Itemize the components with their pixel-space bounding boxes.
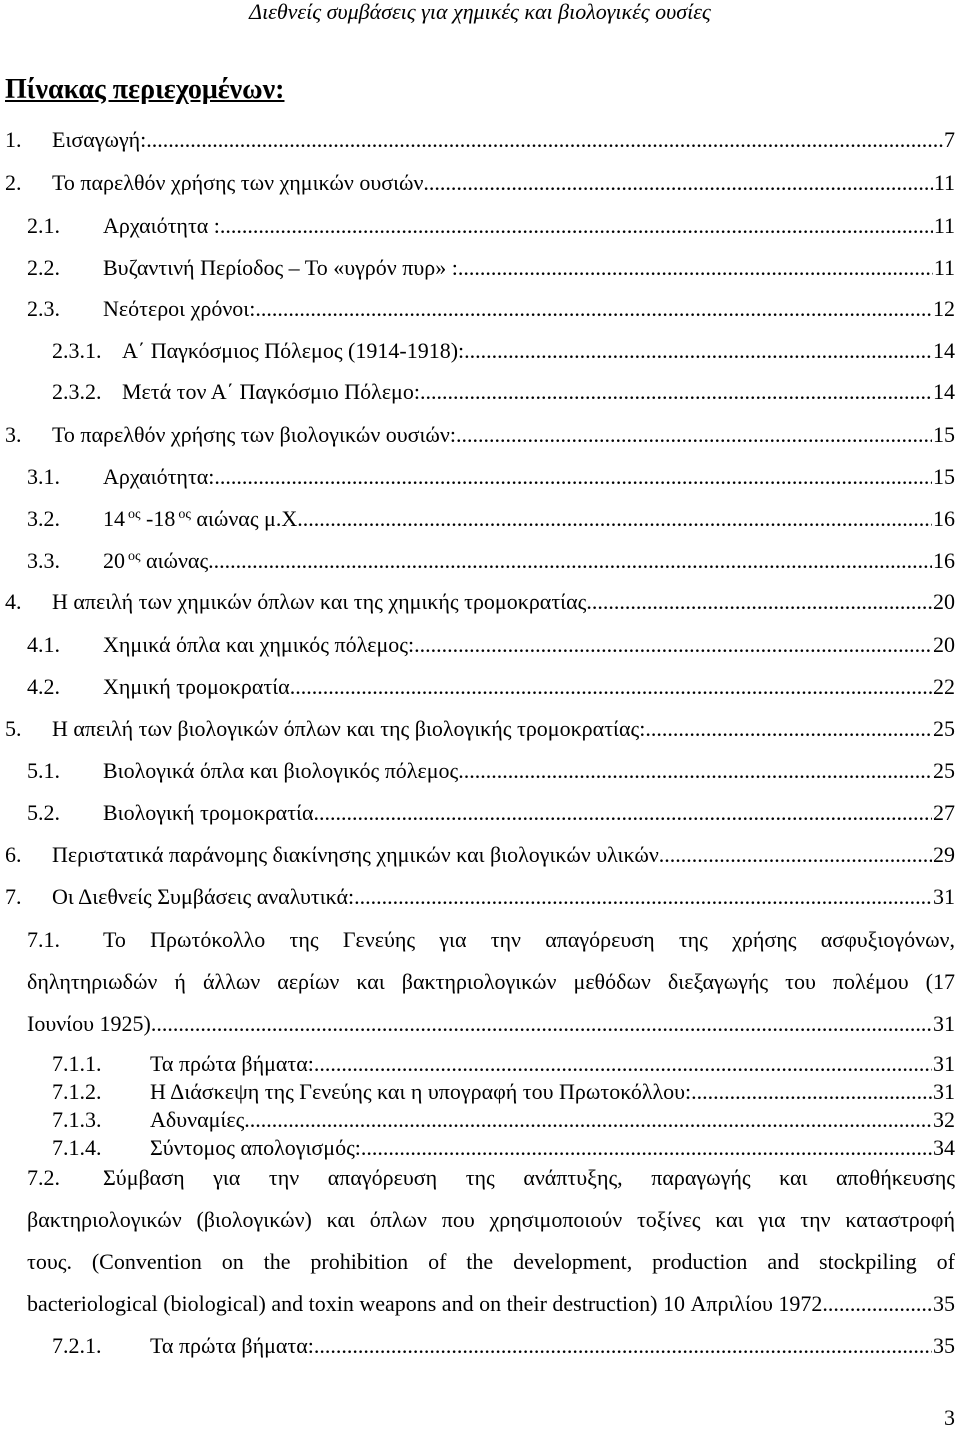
toc-entry-number: 2. (5, 170, 22, 195)
dot-leader (151, 1010, 932, 1038)
dot-leader (146, 126, 943, 154)
toc-entry-page: 35 (933, 1291, 955, 1316)
toc-entry[interactable] (52, 1078, 955, 1106)
toc-entry-number: 7.1.1. (52, 1051, 102, 1076)
toc-entry-continuation[interactable] (27, 1206, 955, 1234)
toc-entry-page: 31 (933, 1079, 955, 1104)
page-number: 3 (944, 1405, 955, 1430)
toc-entry[interactable] (5, 169, 955, 197)
toc-entry-page: 25 (933, 716, 955, 741)
toc-entry-page: 20 (933, 589, 955, 614)
toc-entry-page: 35 (933, 1333, 955, 1358)
toc-entry[interactable] (27, 631, 955, 659)
toc-entry[interactable] (27, 505, 955, 533)
toc-entry-title: Βυζαντινή Περίοδος – Το «υγρόν πυρ» : (103, 255, 458, 280)
dot-leader (586, 588, 932, 616)
toc-entry[interactable] (27, 463, 955, 491)
toc-entry-page: 16 (933, 506, 955, 531)
toc-entry-title: Εισαγωγή: (52, 127, 147, 152)
toc-entry[interactable] (27, 1164, 955, 1192)
toc-entry[interactable] (27, 254, 955, 282)
dot-leader (361, 1134, 932, 1162)
toc-entry-number: 2.2. (27, 255, 60, 280)
toc-entry[interactable] (27, 212, 955, 240)
toc-entry-title: Χημικά όπλα και χημικός πόλεμος: (103, 632, 415, 657)
toc-entry-number: 5.1. (27, 758, 60, 783)
toc-entry-continuation[interactable] (27, 1290, 955, 1318)
toc-entry-page: 29 (933, 842, 955, 867)
toc-entry-number: 3.2. (27, 506, 60, 531)
toc-entry-number: 3.1. (27, 464, 60, 489)
dot-leader (456, 421, 932, 449)
toc-entry-title: Το παρελθόν χρήσης των χημικών ουσιών (52, 170, 424, 195)
dot-leader (244, 1106, 932, 1134)
toc-entry-title-line: Ιουνίου 1925) (27, 1011, 151, 1036)
title-text: αιώνας (140, 548, 209, 573)
toc-entry-title: Τα πρώτα βήματα: (150, 1333, 314, 1358)
toc-entry-title: Η απειλή των χημικών όπλων και της χημικής τρομοκρατίας (52, 589, 587, 614)
toc-entry-title: Βιολογικά όπλα και βιολογικός πόλεμος (103, 758, 459, 783)
dot-leader (290, 673, 932, 701)
toc-entry-title-line: βακτηριολογικών (βιολογικών) και όπλων που χρησιμοποιούν τοξίνες και για την καταστροφή (27, 1207, 955, 1232)
title-text: αιώνας μ.Χ. (190, 506, 303, 531)
toc-entry-title: Το παρελθόν χρήσης των βιολογικών ουσιών: (52, 422, 456, 447)
dot-leader (458, 757, 932, 785)
dot-leader (220, 212, 933, 240)
toc-entry-title: Η απειλή των βιολογικών όπλων και της βιολογικής τρομοκρατίας: (52, 716, 646, 741)
toc-entry-title-line: δηλητηριωδών ή άλλων αερίων και βακτηριολογικών μεθόδων διεξαγωγής του πολέμου (17 (27, 969, 955, 994)
toc-entry-title: Χημική τρομοκρατία (103, 674, 290, 699)
toc-entry-continuation[interactable] (27, 1248, 955, 1276)
toc-entry-continuation[interactable] (27, 1010, 955, 1038)
toc-entry-page: 22 (933, 674, 955, 699)
toc-entry-page: 25 (933, 758, 955, 783)
toc-entry-title-line: Το Πρωτόκολλο της Γενεύης για την απαγόρευση της χρήσης ασφυξιογόνων, (103, 927, 955, 952)
toc-entry[interactable] (52, 1106, 955, 1134)
toc-entry-number: 7. (5, 884, 22, 909)
toc-entry-title-line: bacteriological (biological) and toxin weapons and on their destruction) 10 Απριλίου 1972 (27, 1291, 823, 1316)
dot-leader (314, 1050, 932, 1078)
toc-entry-number: 7.1.4. (52, 1135, 102, 1160)
toc-entry-number: 2.1. (27, 213, 60, 238)
toc-entry[interactable] (52, 1050, 955, 1078)
dot-leader (214, 463, 932, 491)
ordinal-superscript: ος (178, 507, 191, 522)
toc-entry-number: 7.1. (27, 927, 60, 952)
toc-entry[interactable] (52, 1332, 955, 1360)
toc-entry-title: Αρχαιότητα: (103, 464, 215, 489)
dot-leader (464, 337, 932, 365)
toc-entry-page: 14 (933, 379, 955, 404)
toc-entry-page: 15 (933, 464, 955, 489)
toc-entry[interactable] (27, 757, 955, 785)
toc-entry-page: 27 (933, 800, 955, 825)
dot-leader (420, 378, 932, 406)
toc-entry[interactable] (5, 588, 955, 616)
title-text: 14 (103, 506, 125, 531)
toc-entry-title (103, 505, 303, 533)
toc-entry-number: 7.2. (27, 1165, 60, 1190)
toc-entry-title: Περιστατικά παράνομης διακίνησης χημικών και βιολογικών υλικών (52, 842, 659, 867)
dot-leader (423, 169, 932, 197)
toc-entry-title: Νεότεροι χρόνοι: (103, 296, 256, 321)
toc-entry-title: Α΄ Παγκόσμιος Πόλεμος (1914-1918): (122, 338, 465, 363)
toc-entry-page: 31 (933, 1051, 955, 1076)
toc-entry[interactable] (27, 799, 955, 827)
toc-entry-title: Μετά τον Α΄ Παγκόσμιο Πόλεμο: (122, 379, 420, 404)
toc-entry-title: Αρχαιότητα : (103, 213, 220, 238)
ordinal-superscript: ος (128, 507, 141, 522)
toc-entry-number: 7.1.3. (52, 1107, 102, 1132)
dot-leader (458, 254, 933, 282)
toc-entry-number: 7.2.1. (52, 1333, 102, 1358)
toc-entry[interactable] (5, 883, 955, 911)
dot-leader (822, 1290, 932, 1318)
toc-entry-number: 6. (5, 842, 22, 867)
dot-leader (645, 715, 932, 743)
ordinal-superscript: ος (128, 549, 141, 564)
toc-entry-number: 3.3. (27, 548, 60, 573)
toc-entry-page: 34 (933, 1135, 955, 1160)
toc-entry-number: 7.1.2. (52, 1079, 102, 1104)
toc-entry[interactable] (52, 1134, 955, 1162)
dot-leader (313, 799, 932, 827)
dot-leader (691, 1078, 932, 1106)
toc-entry-number: 5.2. (27, 800, 60, 825)
toc-entry-page: 11 (933, 213, 955, 238)
toc-entry-page: 12 (933, 296, 955, 321)
toc-entry-page: 16 (933, 548, 955, 573)
toc-entry-title: Σύντομος απολογισμός: (150, 1135, 361, 1160)
toc-entry-page: 15 (933, 422, 955, 447)
toc-entry-page: 31 (933, 1011, 955, 1036)
toc-entry[interactable] (52, 378, 955, 406)
toc-entry[interactable] (27, 673, 955, 701)
toc-entry-number: 2.3.2. (52, 379, 102, 404)
toc-entry[interactable] (5, 421, 955, 449)
toc-entry-page: 11 (933, 170, 955, 195)
title-text: 20 (103, 548, 125, 573)
toc-entry-page: 32 (933, 1107, 955, 1132)
toc-entry[interactable] (27, 547, 955, 575)
toc-entry-number: 4.2. (27, 674, 60, 699)
title-text: -18 (140, 506, 176, 531)
toc-entry-title (103, 547, 208, 575)
toc-entry-page: 20 (933, 632, 955, 657)
dot-leader (354, 883, 932, 911)
toc-entry[interactable] (52, 337, 955, 365)
toc-entry-title: Η Διάσκεψη της Γενεύης και η υπογραφή του Πρωτοκόλλου: (150, 1079, 692, 1104)
dot-leader (255, 295, 932, 323)
toc-entry[interactable] (5, 715, 955, 743)
toc-entry-number: 5. (5, 716, 22, 741)
toc-entry-title-line: Σύμβαση για την απαγόρευση της ανάπτυξης, παραγωγής και αποθήκευσης (103, 1165, 955, 1190)
toc-entry-title: Βιολογική τρομοκρατία (103, 800, 314, 825)
toc-entry-title: Τα πρώτα βήματα: (150, 1051, 314, 1076)
toc-entry-number: 3. (5, 422, 22, 447)
toc-entry-number: 2.3. (27, 296, 60, 321)
toc-entry[interactable] (5, 126, 955, 154)
toc-entry-page: 7 (944, 127, 955, 152)
toc-entry-title-line: τους. (Convention on the prohibition of the development, production and stockpiling of (27, 1249, 955, 1274)
toc-entry-page: 11 (933, 255, 955, 280)
dot-leader (414, 631, 932, 659)
toc-entry-number: 1. (5, 127, 22, 152)
toc-entry-page: 14 (933, 338, 955, 363)
toc-entry[interactable] (27, 926, 955, 954)
toc-heading: Πίνακας περιεχομένων: (5, 74, 285, 105)
toc-entry-number: 2.3.1. (52, 338, 102, 363)
dot-leader (659, 841, 932, 869)
toc-entry-number: 4. (5, 589, 22, 614)
toc-entry-title: Οι Διεθνείς Συμβάσεις αναλυτικά: (52, 884, 355, 909)
toc-entry-page: 31 (933, 884, 955, 909)
dot-leader (208, 547, 932, 575)
toc-entry[interactable] (5, 841, 955, 869)
toc-entry-title: Αδυναμίες (150, 1107, 245, 1132)
running-header: Διεθνείς συμβάσεις για χημικές και βιολογικές ουσίες (249, 0, 711, 24)
toc-entry[interactable] (27, 295, 955, 323)
toc-entry-continuation[interactable] (27, 968, 955, 996)
toc-entry-number: 4.1. (27, 632, 60, 657)
dot-leader (303, 505, 932, 533)
dot-leader (314, 1332, 932, 1360)
